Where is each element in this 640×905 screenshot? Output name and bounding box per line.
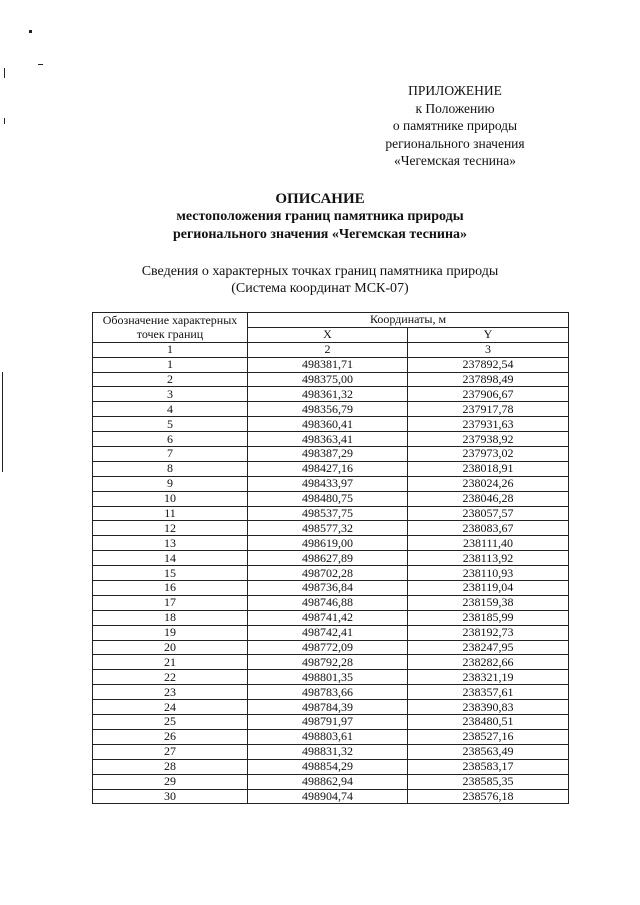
coordinate-y: 238390,83: [408, 700, 569, 715]
coordinate-system-line: (Система координат МСК-07): [231, 281, 409, 296]
coordinate-x: 498801,35: [248, 670, 408, 685]
appendix-line: регионального значения: [385, 135, 525, 151]
coordinate-x: 498480,75: [248, 491, 408, 506]
coordinate-x: 498427,16: [248, 461, 408, 476]
table-row: [93, 685, 569, 700]
header-x: X: [248, 327, 408, 342]
point-number: 6: [93, 432, 248, 447]
table-row: [93, 551, 569, 566]
point-number: 21: [93, 655, 248, 670]
coordinate-y: 237973,02: [408, 447, 569, 462]
coordinate-x: 498862,94: [248, 774, 408, 789]
coordinate-x: 498387,29: [248, 447, 408, 462]
appendix-block: [355, 82, 555, 170]
coordinate-x: 498375,00: [248, 372, 408, 387]
point-number: 17: [93, 595, 248, 610]
table-row: [93, 640, 569, 655]
point-number: 15: [93, 566, 248, 581]
coordinate-x: 498361,32: [248, 387, 408, 402]
coordinate-x: 498854,29: [248, 759, 408, 774]
point-number: 22: [93, 670, 248, 685]
scan-mark: [4, 118, 5, 124]
column-number: 1: [93, 342, 248, 357]
point-number: 1: [93, 357, 248, 372]
table-row: [93, 387, 569, 402]
appendix-line: о памятнике природы: [392, 118, 518, 133]
coordinate-x: 498619,00: [248, 536, 408, 551]
coordinate-x: 498741,42: [248, 610, 408, 625]
table-row: [93, 447, 569, 462]
scan-mark: [2, 372, 3, 472]
table-row: [93, 744, 569, 759]
table-row: [93, 759, 569, 774]
coordinate-x: 498627,89: [248, 551, 408, 566]
coordinate-x: 498363,41: [248, 432, 408, 447]
point-number: 8: [93, 461, 248, 476]
title-main: ОПИСАНИЕ: [275, 191, 365, 207]
header-point: Обозначение характерных точек границ: [93, 313, 248, 343]
table-row: [93, 506, 569, 521]
point-number: 5: [93, 417, 248, 432]
point-number: 25: [93, 715, 248, 730]
coordinate-y: 237898,49: [408, 372, 569, 387]
coordinate-y: 237892,54: [408, 357, 569, 372]
table-row: [93, 476, 569, 491]
header-y: Y: [408, 327, 569, 342]
coordinate-x: 498792,28: [248, 655, 408, 670]
coordinate-y: 238357,61: [408, 685, 569, 700]
coordinate-y: 238563,49: [408, 744, 569, 759]
table-row: [93, 581, 569, 596]
coordinate-y: 237931,63: [408, 417, 569, 432]
point-number: 9: [93, 476, 248, 491]
scan-mark: [4, 68, 5, 78]
coordinate-y: 238185,99: [408, 610, 569, 625]
point-number: 24: [93, 700, 248, 715]
table-row: [93, 774, 569, 789]
table-row: [93, 357, 569, 372]
table-row: [93, 595, 569, 610]
point-number: 10: [93, 491, 248, 506]
coordinate-y: 238192,73: [408, 625, 569, 640]
title-line: местоположения границ памятника природы: [176, 209, 464, 224]
point-number: 4: [93, 402, 248, 417]
scan-mark: [38, 64, 43, 65]
column-number: 3: [408, 342, 569, 357]
appendix-line: «Чегемская теснина»: [394, 153, 516, 168]
table-row: [93, 521, 569, 536]
table-row: [93, 729, 569, 744]
coordinate-y: 238527,16: [408, 729, 569, 744]
coordinate-y: 238282,66: [408, 655, 569, 670]
coordinate-y: 238321,19: [408, 670, 569, 685]
table-row: [93, 461, 569, 476]
table-row: [93, 655, 569, 670]
point-number: 29: [93, 774, 248, 789]
table-row: [93, 417, 569, 432]
coordinate-y: 238057,57: [408, 506, 569, 521]
column-number: 2: [248, 342, 408, 357]
appendix-title: ПРИЛОЖЕНИЕ: [408, 83, 502, 98]
point-number: 13: [93, 536, 248, 551]
point-number: 26: [93, 729, 248, 744]
coordinate-y: 238110,93: [408, 566, 569, 581]
coordinate-y: 238046,28: [408, 491, 569, 506]
coordinate-x: 498356,79: [248, 402, 408, 417]
point-number: 3: [93, 387, 248, 402]
table-row: [93, 715, 569, 730]
point-number: 16: [93, 581, 248, 596]
point-number: 20: [93, 640, 248, 655]
point-number: 11: [93, 506, 248, 521]
point-number: 18: [93, 610, 248, 625]
coordinate-x: 498746,88: [248, 595, 408, 610]
coordinate-x: 498772,09: [248, 640, 408, 655]
scan-mark: [29, 30, 32, 33]
coordinate-x: 498791,97: [248, 715, 408, 730]
coordinate-y: 238111,40: [408, 536, 569, 551]
coordinate-y: 238159,38: [408, 595, 569, 610]
table-row: [93, 625, 569, 640]
point-number: 7: [93, 447, 248, 462]
coordinate-y: 238024,26: [408, 476, 569, 491]
document-title: [0, 190, 640, 244]
coordinate-y: 238585,35: [408, 774, 569, 789]
coordinate-x: 498831,32: [248, 744, 408, 759]
coordinate-x: 498783,66: [248, 685, 408, 700]
point-number: 2: [93, 372, 248, 387]
coordinate-y: 237917,78: [408, 402, 569, 417]
point-number: 27: [93, 744, 248, 759]
table-row: [93, 536, 569, 551]
point-number: 12: [93, 521, 248, 536]
coordinate-y: 238583,17: [408, 759, 569, 774]
title-line: регионального значения «Чегемская теснина»: [172, 227, 468, 242]
coordinate-x: 498433,97: [248, 476, 408, 491]
point-number: 14: [93, 551, 248, 566]
coordinate-y: 238576,18: [408, 789, 569, 804]
point-number: 23: [93, 685, 248, 700]
coordinate-x: 498577,32: [248, 521, 408, 536]
coordinate-y: 238083,67: [408, 521, 569, 536]
coordinate-y: 238247,95: [408, 640, 569, 655]
table-row: [93, 491, 569, 506]
coordinate-x: 498784,39: [248, 700, 408, 715]
coordinate-x: 498904,74: [248, 789, 408, 804]
table-row: [93, 700, 569, 715]
coordinate-y: 238119,04: [408, 581, 569, 596]
coordinate-x: 498537,75: [248, 506, 408, 521]
coordinate-x: 498360,41: [248, 417, 408, 432]
coordinate-x: 498381,71: [248, 357, 408, 372]
table-row: [93, 372, 569, 387]
coordinate-y: 238480,51: [408, 715, 569, 730]
coordinate-y: 238018,91: [408, 461, 569, 476]
table-row: [93, 402, 569, 417]
coordinate-x: 498803,61: [248, 729, 408, 744]
table-row: [93, 670, 569, 685]
coordinate-x: 498702,28: [248, 566, 408, 581]
appendix-line: к Положению: [415, 100, 495, 116]
point-number: 30: [93, 789, 248, 804]
table-row: [93, 610, 569, 625]
coordinate-x: 498742,41: [248, 625, 408, 640]
intro-line: Сведения о характерных точках границ памятника природы: [141, 264, 499, 279]
coordinate-y: 237938,92: [408, 432, 569, 447]
intro-block: [0, 263, 640, 297]
point-number: 28: [93, 759, 248, 774]
coordinate-x: 498736,84: [248, 581, 408, 596]
table-row: [93, 566, 569, 581]
header-coordinates: Координаты, м: [248, 313, 569, 328]
point-number: 19: [93, 625, 248, 640]
table-body: [93, 357, 569, 804]
coordinates-table: [92, 312, 569, 804]
table-row: [93, 789, 569, 804]
table-row: [93, 432, 569, 447]
coordinate-y: 238113,92: [408, 551, 569, 566]
coordinate-y: 237906,67: [408, 387, 569, 402]
